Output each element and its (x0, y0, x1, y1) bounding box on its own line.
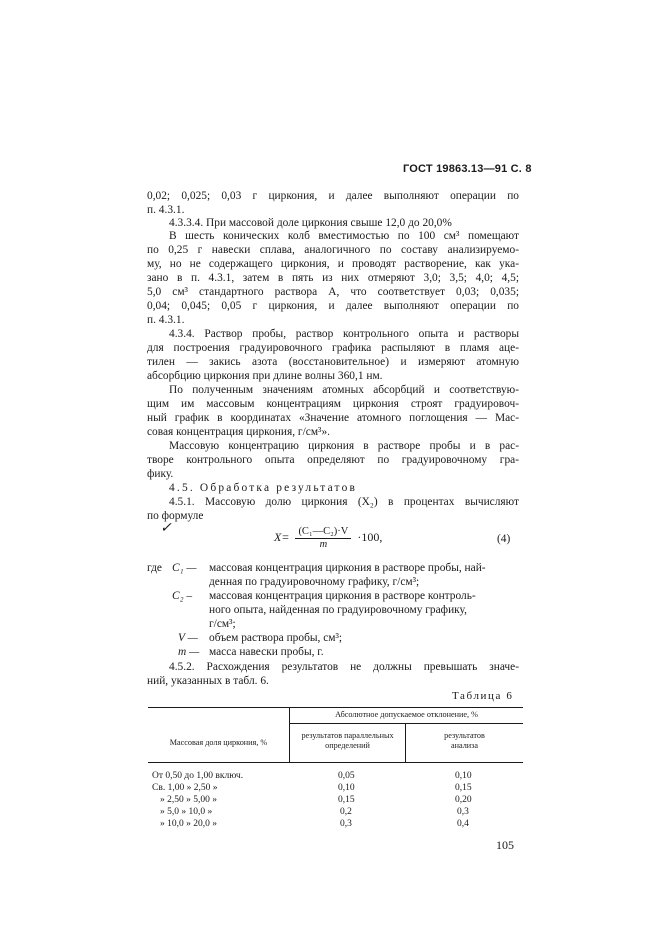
text-line: 4.5.1. Массовую долю циркония (X₂) в процентах вычисляют (169, 496, 519, 508)
formula-lhs: X= (274, 529, 290, 544)
table-cell-analysis: 0,4 (457, 819, 469, 829)
text-line: щим им массовым концентрациям циркония строят градуировоч- (147, 398, 519, 410)
text-line: совая концентрация циркония, г/см³». (147, 426, 330, 438)
definition-c1-text: денная по градуировочному графику, г/см³; (209, 576, 420, 588)
formula-tail: ·100, (357, 529, 383, 544)
table-header-rule (148, 762, 523, 763)
text-line: му, но не содержащего циркония, и проводят растворение, как ука- (147, 258, 519, 270)
table-caption: Таблица 6 (452, 690, 514, 702)
definition-where: где (147, 562, 162, 574)
text-line: абсорбцию циркония при длине волны 360,1 нм. (147, 370, 383, 382)
section-heading: 4.5. Обработка результатов (169, 482, 358, 494)
table-cell-range: » 2,50 » 5,00 » (160, 795, 217, 805)
text-line: В шесть конических колб вместимостью по 100 см³ помещают (169, 230, 519, 242)
table-cell-parallel: 0,3 (340, 819, 352, 829)
text-line: По полученным значениям атомных абсорбций и соответствую- (169, 384, 519, 396)
text-line: 0,04; 0,045; 0,05 г циркония, и далее выполняют операции по (147, 300, 519, 312)
definition-v-text: объем раствора пробы, см³; (209, 632, 343, 644)
text-line: п. 4.3.1. (147, 204, 185, 216)
text-line: 4.5.2. Расхождения результатов не должны превышать значе- (169, 661, 519, 673)
formula-denominator: m (319, 539, 328, 550)
table-cell-range: Св. 1,00 » 2,50 » (152, 783, 218, 793)
table-group-rule (289, 723, 523, 724)
text-line: творе контрольного опыта определяют по градуировочному гра- (147, 454, 519, 466)
table-col2-header: результатов параллельных (301, 731, 394, 740)
definition-c2-text: г/см³; (209, 618, 236, 630)
table-top-rule (148, 707, 523, 708)
text-line: зано в п. 4.3.1, затем в пять из них отмеряют 3,0; 3,5; 4,0; 4,5; (147, 272, 519, 284)
definition-c2-symbol: C₂ – (172, 590, 193, 602)
table-col3-header: результатов (444, 731, 485, 740)
text-line: 4.3.3.4. При массовой доле циркония свыше 12,0 до 20,0% (169, 217, 452, 229)
table-cell-analysis: 0,3 (457, 807, 469, 817)
table-cell-analysis: 0,10 (455, 771, 472, 781)
formula-numerator: (C₁—C₂)·V (295, 526, 351, 539)
formula (274, 526, 382, 550)
definition-m-text: масса навески пробы, г. (209, 646, 324, 658)
text-line: 5,0 см³ стандартного раствора А, что соответствует 0,03; 0,035; (147, 286, 519, 298)
definition-c2-text: массовая концентрация циркония в растворе контроль- (209, 590, 476, 602)
definition-c1-symbol: C₁ — (172, 562, 197, 574)
formula-fraction (295, 526, 351, 550)
text-line: по 0,25 г навески сплава, аналогичного по составу анализируемо- (147, 244, 519, 256)
equation-number: (4) (497, 533, 511, 545)
table-cell-analysis: 0,20 (455, 795, 472, 805)
table-cell-parallel: 0,2 (340, 807, 352, 817)
definition-c1-text: массовая концентрация циркония в растворе пробы, най- (209, 562, 486, 574)
table-cell-range: » 5,0 » 10,0 » (160, 807, 213, 817)
table-cell-parallel: 0,05 (338, 771, 355, 781)
text-line: 4.3.4. Раствор пробы, раствор контрольного опыта и растворы (169, 328, 519, 340)
table-cell-parallel: 0,10 (338, 783, 355, 793)
definition-c2-text: ного опыта, найденная по градуировочному графику, (209, 604, 467, 616)
definition-v-symbol: V — (178, 632, 198, 644)
definition-m-symbol: m — (178, 646, 200, 658)
table-col1-header: Массовая доля циркония, % (169, 738, 268, 747)
text-line: 0,02; 0,025; 0,03 г циркония, и далее выполняют операции по (147, 190, 519, 202)
text-line: п. 4.3.1. (147, 314, 185, 326)
table-cell-range: От 0,50 до 1,00 включ. (152, 771, 244, 781)
text-line: тилен — закись азота (восстановительное) и измеряют атомную (147, 356, 519, 368)
page-header: ГОСТ 19863.13—91 С. 8 (403, 163, 532, 175)
table-cell-analysis: 0,15 (455, 783, 472, 793)
page-number: 105 (496, 838, 514, 852)
table-cell-range: » 10,0 » 20,0 » (160, 819, 217, 829)
text-line: ный график в координатах «Значение атомного поглощения — Мас- (147, 412, 519, 424)
margin-check-mark: ✓ (160, 521, 172, 536)
table-group-header: Абсолютное допускаемое отклонение, % (335, 710, 478, 719)
text-line: для построения градуировочного графика распыляют в пламя аце- (147, 342, 519, 354)
table-col2-header: определений (325, 741, 370, 750)
text-line: ний, указанных в табл. 6. (147, 675, 269, 687)
text-line: фику. (147, 468, 174, 480)
text-line: Массовую концентрацию циркония в растворе пробы и в рас- (169, 440, 519, 452)
table-cell-parallel: 0,15 (338, 795, 355, 805)
table-col3-header: анализа (450, 741, 479, 750)
text-line: по формуле (147, 510, 204, 522)
